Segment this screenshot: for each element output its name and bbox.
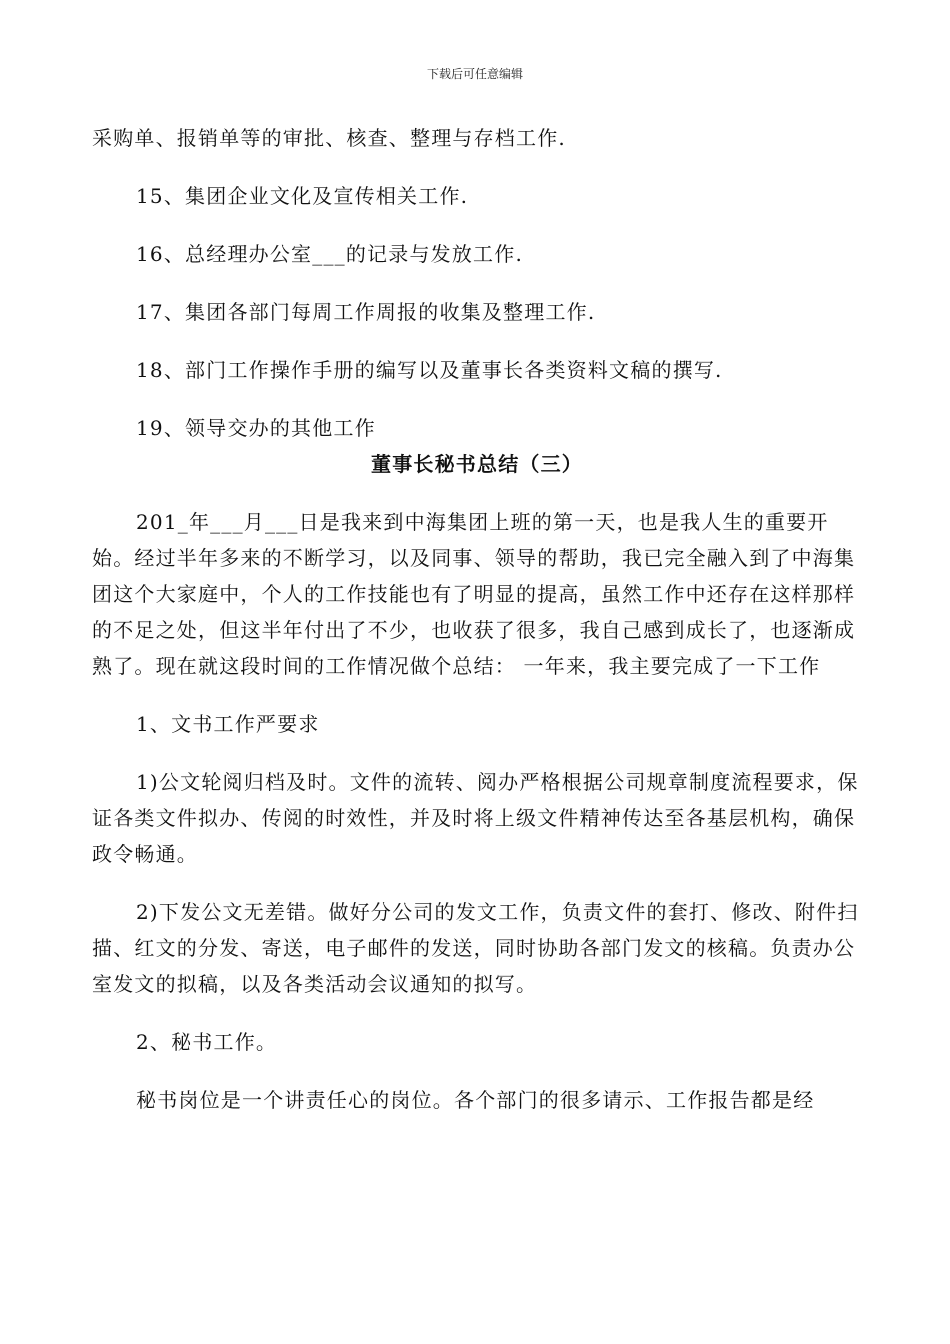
- last-paragraph: 秘书岗位是一个讲责任心的岗位。各个部门的很多请示、工作报告都是经: [136, 1088, 815, 1112]
- continuation-line: 采购单、报销单等的审批、核查、整理与存档工作.: [92, 126, 566, 150]
- list-item-16: 16、总经理办公室___的记录与发放工作.: [136, 242, 524, 266]
- heading-1: 1、文书工作严要求: [136, 712, 320, 736]
- list-item-18: 18、部门工作操作手册的编写以及董事长各类资料文稿的撰写.: [136, 358, 723, 382]
- page-header: 下载后可任意编辑: [426, 67, 523, 81]
- list-item-15: 15、集团企业文化及宣传相关工作.: [136, 184, 469, 208]
- section-title: 董事长秘书总结（三）: [371, 452, 583, 476]
- point-1-paragraph: 1)公文轮阅归档及时。文件的流转、阅办严格根据公司规章制度流程要求，保证各类文件拟办、传阅的时效性，并及时将上级文件精神传达至各基层机构，确保政令畅通。: [92, 770, 859, 866]
- document-body: [92, 120, 862, 1118]
- heading-2: 2、秘书工作。: [136, 1030, 278, 1054]
- point-2-paragraph: 2)下发公文无差错。做好分公司的发文工作，负责文件的套打、修改、附件扫描、红文的分发、寄送，电子邮件的发送，同时协助各部门发文的核稿。负责办公室发文的拟稿，以及各类活动会议通知的拟写。: [92, 900, 859, 996]
- intro-paragraph: 201_年___月___日是我来到中海集团上班的第一天，也是我人生的重要开始。经过半年多来的不断学习，以及同事、领导的帮助，我已完全融入到了中海集团这个大家庭中，个人的工作技能也有了明显的提高，虽然工作中还存在这样那样的不足之处，但这半年付出了不少，也收获了很多，我自己感到成长了，也逐渐成熟了。现在就这段时间的工作情况做个总结： 一年来，我主要完成了一下工作: [92, 510, 856, 678]
- list-item-19: 19、领导交办的其他工作: [136, 416, 376, 440]
- list-item-17: 17、集团各部门每周工作周报的收集及整理工作.: [136, 300, 596, 324]
